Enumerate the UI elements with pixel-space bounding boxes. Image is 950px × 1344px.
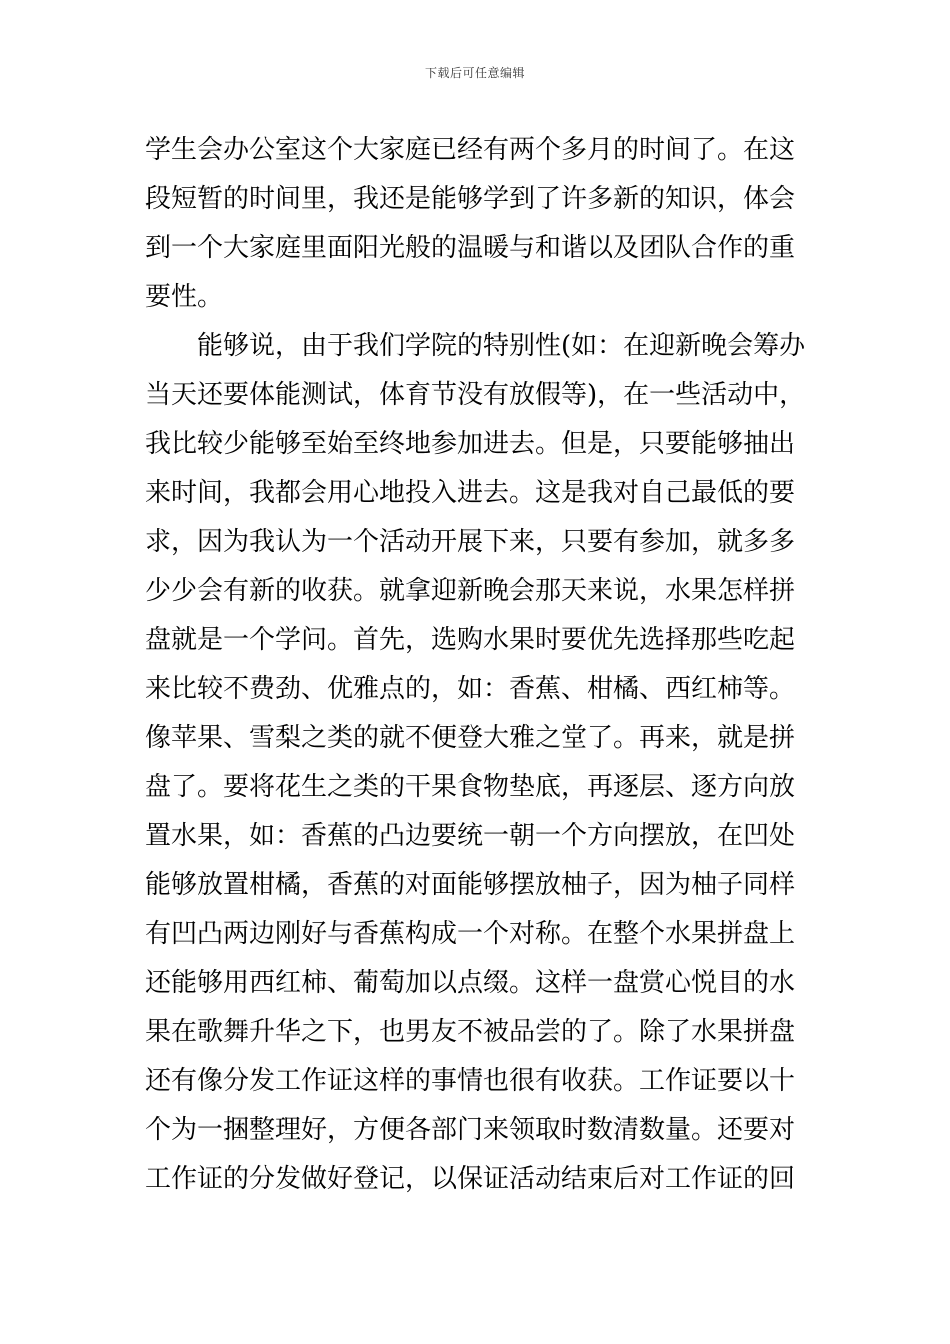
text-line: 还有像分发工作证这样的事情也很有收获。工作证要以十 — [145, 1066, 796, 1096]
text-line: 来时间，我都会用心地投入进去。这是我对自己最低的要 — [145, 478, 796, 508]
text-line: 学生会办公室这个大家庭已经有两个多月的时间了。在这 — [145, 135, 796, 165]
text-line: 少少会有新的收获。就拿迎新晚会那天来说，水果怎样拼 — [145, 576, 796, 606]
text-line: 果在歌舞升华之下，也男友不被品尝的了。除了水果拼盘 — [145, 1017, 796, 1047]
text-line: 我比较少能够至始至终地参加进去。但是，只要能够抽出 — [145, 429, 796, 459]
text-line: 工作证的分发做好登记，以保证活动结束后对工作证的回 — [145, 1164, 796, 1194]
document-body — [145, 126, 807, 1204]
text-line: 有凹凸两边刚好与香蕉构成一个对称。在整个水果拼盘上 — [145, 919, 796, 949]
text-line: 个为一捆整理好，方便各部门来领取时数清数量。还要对 — [145, 1115, 796, 1145]
text-line: 来比较不费劲、优雅点的，如：香蕉、柑橘、西红柿等。 — [145, 674, 796, 704]
text-line: 到一个大家庭里面阳光般的温暖与和谐以及团队合作的重 — [145, 233, 796, 263]
page-header: 下载后可任意编辑 — [424, 66, 525, 80]
text-line: 能够说，由于我们学院的特别性(如：在迎新晚会筹办 — [197, 331, 806, 361]
text-line: 盘了。要将花生之类的干果食物垫底，再逐层、逐方向放 — [145, 772, 796, 802]
text-line: 当天还要体能测试，体育节没有放假等)，在一些活动中， — [145, 380, 806, 410]
text-line: 还能够用西红柿、葡萄加以点缀。这样一盘赏心悦目的水 — [145, 968, 796, 998]
text-line: 要性。 — [145, 282, 224, 312]
text-line: 盘就是一个学问。首先，选购水果时要优先选择那些吃起 — [145, 625, 796, 655]
text-line: 置水果，如：香蕉的凸边要统一朝一个方向摆放，在凹处 — [145, 821, 796, 851]
text-line: 求，因为我认为一个活动开展下来，只要有参加，就多多 — [145, 527, 796, 557]
text-line: 像苹果、雪梨之类的就不便登大雅之堂了。再来，就是拼 — [145, 723, 796, 753]
text-line: 段短暂的时间里，我还是能够学到了许多新的知识，体会 — [145, 184, 796, 214]
text-line: 能够放置柑橘，香蕉的对面能够摆放柚子，因为柚子同样 — [145, 870, 796, 900]
